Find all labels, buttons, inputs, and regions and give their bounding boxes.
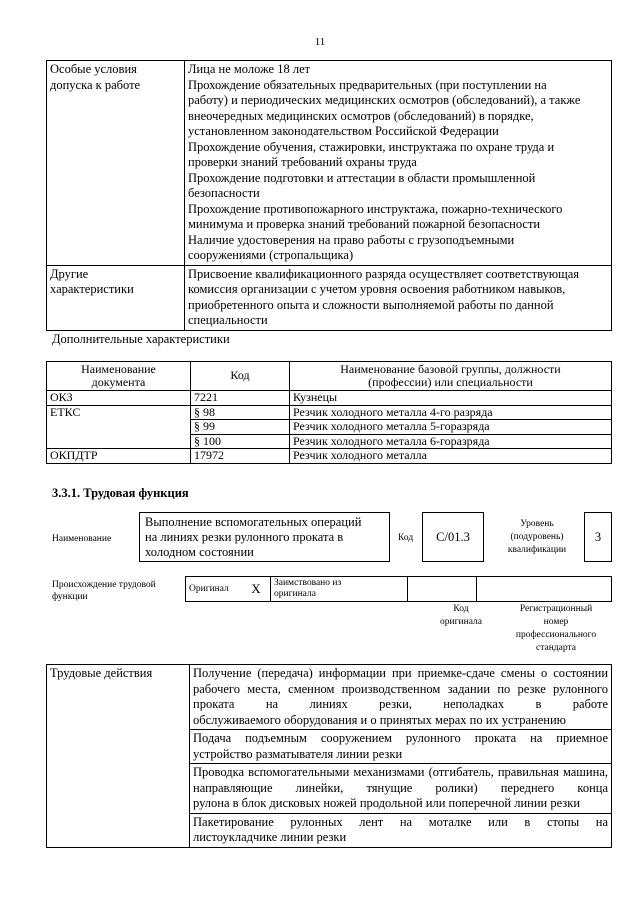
code-caption-line: оригинала: [440, 617, 482, 627]
header-document-line: Наименование: [81, 361, 156, 376]
function-level-label: [494, 518, 580, 557]
labor-action-line: обслуживаемого оборудования и о принятых мерах по их устранению: [193, 712, 566, 727]
page-number: 11: [314, 36, 326, 48]
other-label: [47, 265, 185, 330]
other-line: приобретенного опыта и сложности выполняемой работы по данной: [188, 297, 554, 312]
conditions-label-line: Особые условия: [50, 62, 137, 76]
borrowed-line: оригинала: [274, 589, 316, 599]
table-row: [47, 405, 612, 420]
function-name-line: Выполнение вспомогательных операций: [145, 515, 362, 529]
origin-label: [52, 579, 156, 603]
labor-action-line: Получение (передача) информации при приемке-сдаче смены о: [193, 666, 548, 680]
conditions-line: внеочередных медицинских осмотров (обследований) в порядке,: [188, 108, 534, 123]
header-code: Код: [191, 362, 290, 391]
reg-caption-line: номер: [543, 617, 569, 627]
labor-action-line: состоянии рабочего места, сменном производственном задании по резке: [193, 666, 609, 696]
labor-action-item: [190, 730, 612, 764]
row-name: Резчик холодного металла: [290, 449, 612, 464]
row-code: § 100: [191, 434, 290, 449]
conditions-line: Лица не моложе 18 лет: [188, 62, 311, 76]
additional-title: Дополнительные характеристики: [52, 332, 230, 346]
reg-caption-line: Регистрационный: [519, 604, 593, 614]
code-caption-line: Код: [453, 604, 469, 614]
origin-original-label: Оригинал: [186, 577, 243, 602]
conditions-content: [185, 61, 612, 266]
origin-reg-caption: [500, 603, 612, 655]
origin-row: [186, 577, 612, 602]
origin-table: [185, 576, 612, 602]
labor-action-item: [190, 665, 612, 730]
table-row: [47, 391, 612, 406]
row-name: Кузнецы: [290, 391, 612, 406]
conditions-line: работу) и периодических медицинских осмотров (обследований), а также: [188, 93, 581, 107]
labor-action-line: машина, направляющие линейки, тянущие ролики) переднего конца: [193, 765, 608, 795]
labor-action-line: Проводка вспомогательными механизмами (отгибатель, правильная: [193, 765, 559, 779]
origin-borrowed-label: [271, 577, 408, 602]
conditions-line: минимума и проверка знаний требований пожарной безопасности: [188, 217, 541, 231]
level-label-line: (подуровень): [510, 532, 564, 542]
labor-action-line: рулона в блок дисковых ножей продольной или поперечной линии резки: [193, 796, 581, 810]
conditions-line: Прохождение подготовки и аттестации в области промышленной: [188, 170, 536, 185]
labor-actions-table: [46, 664, 612, 848]
labor-action-line: листоукладчике линии резки: [193, 830, 347, 844]
origin-label-line: Происхождение трудовой: [52, 580, 156, 590]
row-code: § 99: [191, 420, 290, 435]
table-row: [47, 449, 612, 464]
conditions-label: [47, 61, 185, 266]
conditions-line: Прохождение обучения, стажировки, инструктажа по охране труда и: [188, 139, 555, 154]
row-document: ЕТКС: [47, 405, 191, 449]
conditions-line: установленном законодательством Российской Федерации: [188, 124, 499, 138]
function-code-value: С/01.3: [422, 512, 484, 562]
labor-actions-label: Трудовые действия: [47, 665, 190, 848]
other-content: [185, 265, 612, 330]
origin-reg-cell: [477, 577, 612, 602]
function-name-line: на линиях резки рулонного проката в: [145, 530, 344, 544]
other-line: комиссия организации с учетом уровня освоения работником навыков,: [188, 282, 566, 296]
row-code: 7221: [191, 391, 290, 406]
level-label-line: Уровень: [520, 519, 554, 529]
header-document: [47, 362, 191, 391]
conditions-table: [46, 60, 612, 331]
origin-label-line: функции: [52, 592, 88, 602]
conditions-line: Наличие удостоверения на право работы с грузоподъемными: [188, 232, 515, 247]
additional-header-row: [47, 362, 612, 391]
other-line: Присвоение квалификационного разряда осуществляет соответствующая: [188, 266, 580, 281]
header-name-line: Наименование базовой группы, должности: [340, 361, 561, 376]
conditions-line: безопасности: [188, 186, 260, 200]
labor-action-item: [190, 764, 612, 814]
section-title: 3.3.1. Трудовая функция: [52, 486, 189, 500]
reg-caption-line: стандарта: [536, 643, 576, 653]
conditions-line: сооружениями (стропальщика): [188, 248, 354, 262]
labor-action-line: устройство разматывателя линии резки: [193, 746, 403, 761]
level-label-line: квалификации: [507, 545, 567, 555]
origin-code-cell: [408, 577, 477, 602]
header-name: [290, 362, 612, 391]
other-row: [47, 265, 612, 330]
conditions-line: проверки знаний требований охраны труда: [188, 155, 417, 169]
borrowed-line: Заимствовано из: [274, 578, 342, 588]
reg-caption-line: профессионального: [515, 630, 597, 640]
origin-code-caption: [430, 603, 492, 629]
additional-table: [46, 361, 612, 464]
row-name: Резчик холодного металла 6-горазряда: [290, 434, 612, 449]
function-code-label: Код: [398, 533, 414, 543]
conditions-line: Прохождение обязательных предварительных (при поступлении на: [188, 77, 547, 92]
origin-original-mark: X: [242, 577, 271, 602]
row-code: 17972: [191, 449, 290, 464]
row-document: ОКЗ: [47, 391, 191, 406]
row-code: § 98: [191, 405, 290, 420]
header-document-line: документа: [91, 375, 146, 389]
conditions-label-line: допуска к работе: [50, 77, 141, 92]
header-name-line: (профессии) или специальности: [368, 375, 533, 389]
function-level-value: 3: [584, 512, 612, 562]
row-name: Резчик холодного металла 5-горазряда: [290, 420, 612, 435]
labor-action-line: Пакетирование рулонных лент на моталке или в стопы на: [193, 814, 608, 829]
other-line: специальности: [188, 313, 268, 327]
conditions-row: [47, 61, 612, 266]
row-document: ОКПДТР: [47, 449, 191, 464]
function-name-line: холодном состоянии: [145, 545, 254, 559]
other-label-line: Другие: [50, 266, 89, 281]
labor-action-line: рулонного проката на линиях резки, неполадках в работе: [193, 681, 608, 711]
labor-action-item: [190, 813, 612, 847]
conditions-line: Прохождение противопожарного инструктажа, пожарно-технического: [188, 201, 563, 216]
function-name-label: Наименование: [52, 534, 112, 544]
row-name: Резчик холодного металла 4-го разряда: [290, 405, 612, 420]
function-name-box: [139, 512, 390, 562]
other-label-line: характеристики: [50, 282, 134, 296]
labor-action-line: Подача подъемным сооружением рулонного проката на приемное: [193, 731, 608, 745]
labor-action-row: [47, 665, 612, 730]
